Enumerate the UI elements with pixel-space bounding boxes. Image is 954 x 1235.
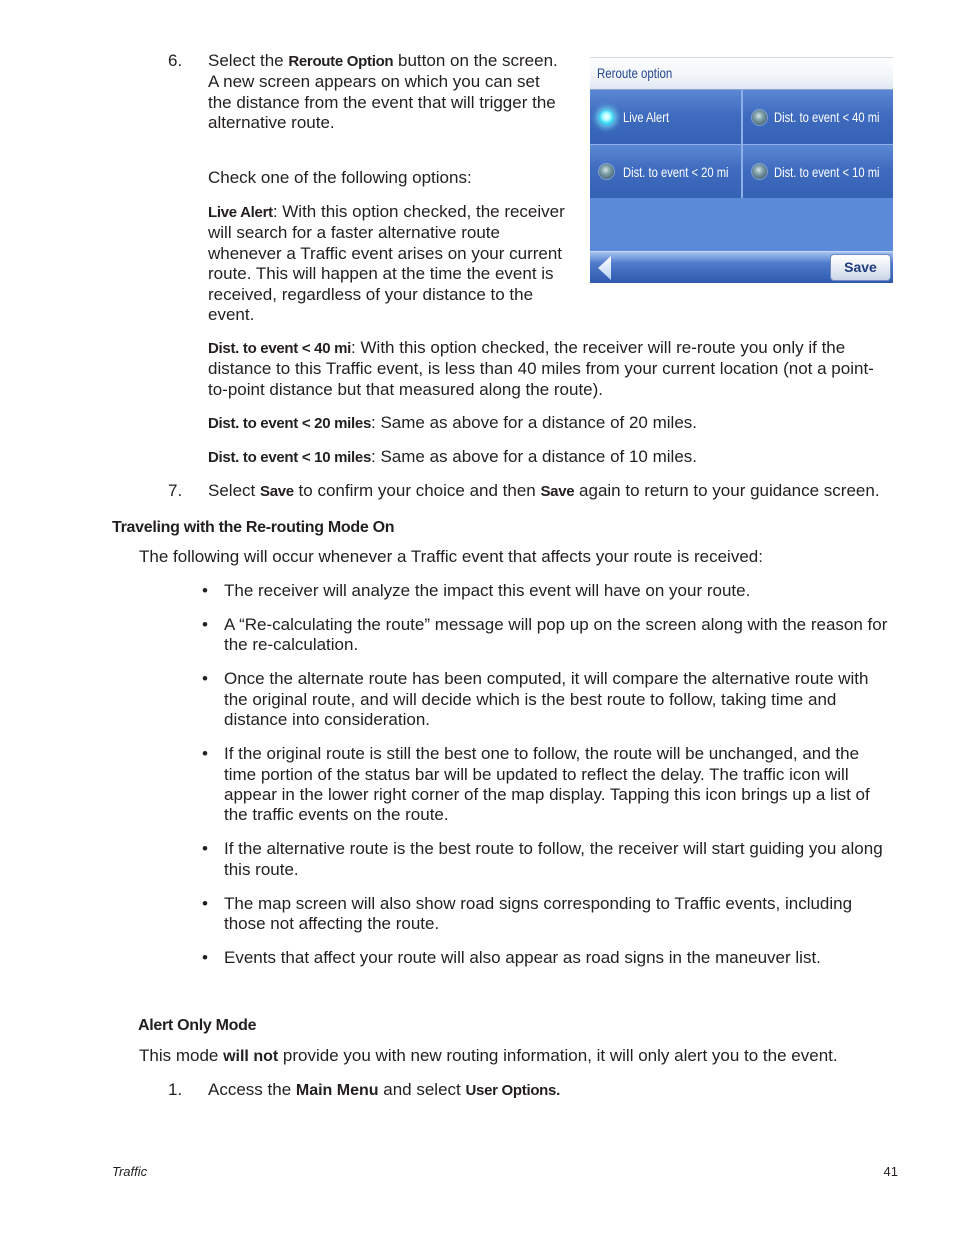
list-item: • The receiver will analyze the impact this event will have on your route. [224, 581, 892, 601]
alert-mode-description [139, 1046, 899, 1067]
step-7-text [208, 481, 898, 502]
list-item: • If the original route is still the best one to follow, the route will be unchanged, and the time portion of the status bar will be updated to reflect the delay. The traffic icon will appear in the lower right corner of the map display. Tapping this icon brings up a list of the traffic events on the route. [224, 744, 892, 826]
option-grid [590, 90, 893, 198]
text-run: This mode [139, 1046, 224, 1065]
option-description-dist-10 [208, 447, 890, 468]
section-intro: The following will occur whenever a Traffic event that affects your route is received: [139, 547, 763, 566]
back-arrow-icon [598, 256, 612, 280]
step-6-text [208, 51, 568, 134]
ui-label: Main Menu [295, 1082, 379, 1099]
option-term: Dist. to event < 40 mi [208, 340, 352, 357]
emphasis: will not [223, 1048, 279, 1065]
ui-label: User Options. [465, 1082, 560, 1099]
page-number: 41 [883, 1164, 898, 1179]
list-item: • Once the alternate route has been computed, it will compare the alternative route with the original route, and will decide which is the best route to follow, taking time and distance into consideration. [224, 669, 892, 730]
check-options-intro: Check one of the following options: [208, 168, 472, 187]
section-heading: Traveling with the Re-routing Mode On [112, 519, 395, 536]
option-label: Live Alert [623, 109, 670, 125]
option-description-dist-20 [208, 413, 890, 434]
option-label: Dist. to event < 20 mi [623, 163, 729, 180]
list-item: • If the alternative route is the best route to follow, the receiver will start guiding you along this route. [224, 839, 892, 880]
step-number: 7. [168, 481, 183, 500]
step-1-text [208, 1080, 898, 1101]
option-description-dist-40 [208, 338, 890, 400]
ui-label: Reroute Option [288, 53, 394, 70]
reroute-option-screenshot [590, 57, 893, 283]
bullet-list [224, 581, 892, 982]
screen-title: Reroute option [597, 65, 673, 81]
step-number: 6. [168, 51, 183, 70]
option-label: Dist. to event < 10 mi [774, 163, 880, 180]
text-run: again to return to your guidance screen. [574, 481, 880, 500]
option-dist-40 [743, 90, 893, 144]
ui-label: Save [259, 483, 294, 500]
list-item: • The map screen will also show road signs corresponding to Traffic events, including those not affecting the route. [224, 894, 892, 935]
radio-icon [599, 164, 614, 179]
text-run: and select [378, 1080, 466, 1099]
text-run: provide you with new routing information, it will only alert you to the event. [278, 1046, 838, 1065]
radio-icon [752, 164, 767, 179]
footer-section-name: Traffic [112, 1164, 148, 1179]
option-definition: : With this option checked, the receiver will search for a faster alternative route whenever a Traffic event arises on your current route. This will happen at the time the event is received, regardless of your distance to the event. [208, 202, 565, 325]
list-item: • A “Re-calculating the route” message will pop up on the screen along with the reason for the re-calculation. [224, 615, 892, 656]
list-item: • Events that affect your route will also appear as road signs in the maneuver list. [224, 948, 892, 968]
text-run: Access the [208, 1080, 296, 1099]
text-run: button on the screen. A new screen appears on which you can set the distance from the event that will trigger the alternative route. [208, 51, 558, 133]
ui-label: Save [540, 483, 575, 500]
option-term: Dist. to event < 10 miles [208, 449, 371, 466]
screen-title-bar [590, 58, 893, 90]
section-heading: Alert Only Mode [138, 1017, 257, 1034]
option-live-alert [590, 90, 741, 144]
option-definition: : With this option checked, the receiver will re-route you only if the distance to this Traffic event, is less than 40 miles from your current location (not a point-to-point distance but that measured along the route). [208, 338, 874, 399]
text-run: to confirm your choice and then [293, 481, 541, 500]
option-definition: : Same as above for a distance of 20 miles. [371, 413, 698, 432]
screen-bottom-bar [590, 251, 893, 283]
option-description-live-alert [208, 202, 566, 325]
step-number: 1. [168, 1080, 183, 1099]
option-term: Live Alert [208, 204, 273, 221]
radio-icon [752, 110, 767, 125]
screen-empty-area [590, 198, 893, 251]
text-run: Select the [208, 51, 289, 70]
option-term: Dist. to event < 20 miles [208, 415, 371, 432]
save-button: Save [830, 254, 891, 281]
text-run: Select [208, 481, 260, 500]
option-definition: : Same as above for a distance of 10 miles. [371, 447, 698, 466]
radio-icon [599, 110, 614, 125]
option-dist-10 [743, 145, 893, 198]
option-dist-20 [590, 145, 741, 198]
option-label: Dist. to event < 40 mi [774, 109, 880, 125]
